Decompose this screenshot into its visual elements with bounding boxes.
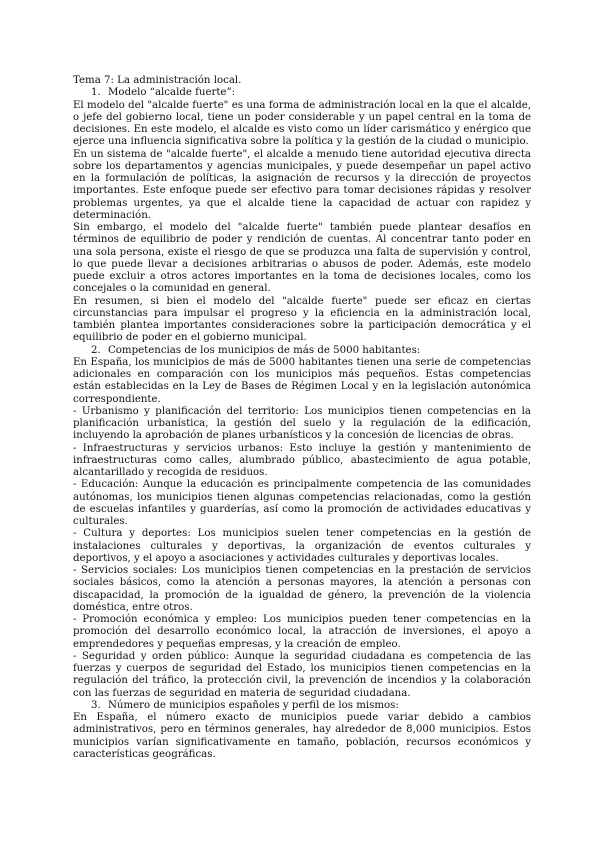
section-number: 1. <box>91 87 101 99</box>
paragraph: En resumen, si bien el modelo del "alcalde fuerte" puede ser eficaz en ciertas circunstancias para impulsar el progreso y la eficiencia en la administración local, también plantea importantes consideraciones sobre la participación democrática y el equilibrio de poder en el gobierno municipal. <box>73 295 531 344</box>
list-item: - Seguridad y orden público: Aunque la seguridad ciudadana es competencia de las fuerzas y cuerpos de seguridad del Estado, los municipios tienen competencias en la regulación del tráfico, la protección civil, la prevención de incendios y la colaboración con las fuerzas de seguridad en materia de seguridad ciudadana. <box>73 650 531 699</box>
section-title: Modelo “alcalde fuerte”: <box>108 87 236 99</box>
list-item: - Cultura y deportes: Los municipios suelen tener competencias en la gestión de instalaciones culturales y deportivas, la organización de eventos culturales y deportivos, y el apoyo a asociaciones y actividades culturales y deportivas locales. <box>73 528 531 564</box>
document-title: Tema 7: La administración local. <box>73 75 242 86</box>
paragraph: En un sistema de "alcalde fuerte", el alcalde a menudo tiene autoridad ejecutiva directa sobre los departamentos y agencias municipales, y puede desempeñar un papel activo en la formulación de políticas, la asignación de recursos y la dirección de proyectos importantes. Este enfoque puede ser efectivo para tomar decisiones rápidas y resolver problemas urgentes, ya que el alcalde tiene la capacidad de actuar con rapidez y determinación. <box>73 148 531 221</box>
paragraph: El modelo del "alcalde fuerte" es una forma de administración local en la que el alcalde, o jefe del gobierno local, tiene un poder considerable y un papel central en la toma de decisiones. En este modelo, el alcalde es visto como un líder carismático y enérgico que ejerce una influencia significativa sobre la política y la gestión de la ciudad o municipio. <box>73 99 531 148</box>
paragraph: En España, el número exacto de municipios puede variar debido a cambios administrativos, pero en términos generales, hay alrededor de 8,000 municipios. Estos municipios varían significativamente en tamaño, población, recursos económicos y características geográficas. <box>73 712 531 760</box>
list-item: - Promoción económica y empleo: Los municipios pueden tener competencias en la promoción del desarrollo económico local, la atracción de inversiones, el apoyo a emprendedores y pequeñas empresas, y la creación de empleo. <box>73 614 531 650</box>
list-item: - Servicios sociales: Los municipios tienen competencias en la prestación de servicios sociales básicos, como la atención a personas mayores, la atención a personas con discapacidad, la promoción de la igualdad de género, la prevención de la violencia doméstica, entre otros. <box>73 565 531 613</box>
list-item: - Infraestructuras y servicios urbanos: Esto incluye la gestión y mantenimiento de infraestructuras como calles, alumbrado público, abastecimiento de agua potable, alcantarillado y recogida de residuos. <box>73 442 531 478</box>
section-heading-2 <box>73 345 531 357</box>
list-item: - Urbanismo y planificación del territorio: Los municipios tienen competencias en la planificación urbanística, la gestión del suelo y la regulación de la edificación, incluyendo la aprobación de planes urbanísticos y la concesión de licencias de obras. <box>73 405 531 442</box>
document-page <box>73 75 531 761</box>
list-item: - Educación: Aunque la educación es principalmente competencia de las comunidades autónomas, los municipios tienen algunas competencias relacionadas, como la gestión de escuelas infantiles y guarderías, así como la promoción de actividades educativas y culturales. <box>73 479 531 527</box>
section-title: Competencias de los municipios de más de 5000 habitantes: <box>108 344 421 356</box>
section-heading-3 <box>73 700 531 712</box>
section-number: 3. <box>91 699 101 711</box>
section-title: Número de municipios españoles y perfil de los mismos: <box>108 699 399 711</box>
section-heading-1 <box>73 87 531 99</box>
paragraph: Sin embargo, el modelo del "alcalde fuerte" también puede plantear desafíos en términos de equilibrio de poder y rendición de cuentas. Al concentrar tanto poder en una sola persona, existe el riesgo de que se produzca una falta de supervisión y control, lo que puede llevar a decisiones arbitrarias o abusos de poder. Además, este modelo puede excluir a otros actores importantes en la toma de decisiones locales, como los concejales o la comunidad en general. <box>73 222 531 295</box>
paragraph: En España, los municipios de más de 5000 habitantes tienen una serie de competencias adicionales en comparación con los municipios más pequeños. Estas competencias están establecidas en la Ley de Bases de Régimen Local y en la legislación autonómica correspondiente. <box>73 356 531 405</box>
section-number: 2. <box>91 344 101 356</box>
